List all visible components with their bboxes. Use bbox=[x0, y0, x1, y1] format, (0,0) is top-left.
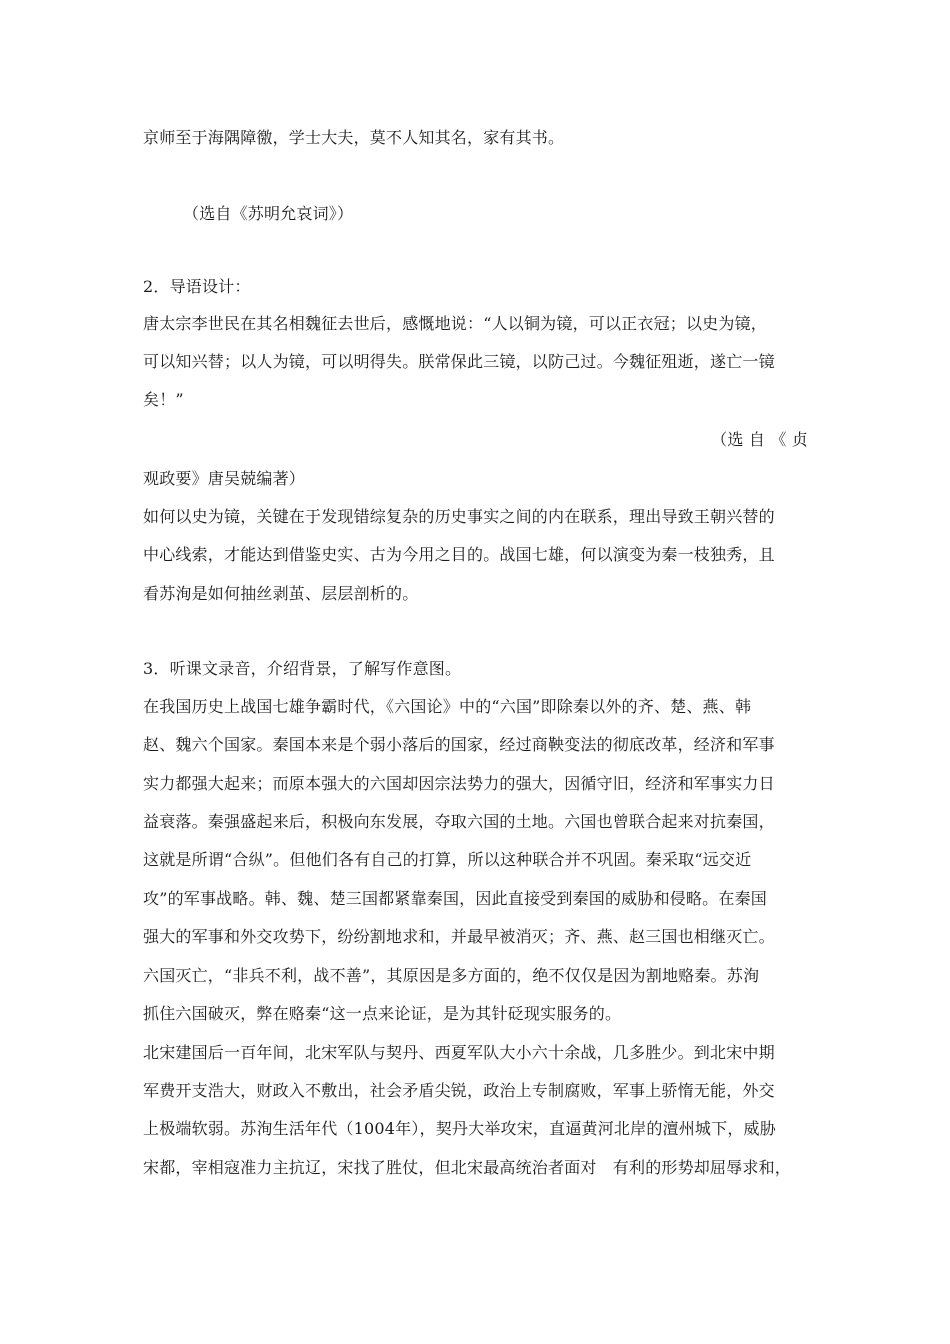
text-line: 矣！” bbox=[143, 390, 184, 409]
source-citation: （选 自 《 贞 bbox=[711, 430, 808, 449]
text-line: 赵、魏六个国家。秦国本来是个弱小落后的国家，经过商鞅变法的彻底改革，经济和军事 bbox=[143, 735, 775, 754]
source-citation: （选自《苏明允哀词》） bbox=[183, 204, 354, 223]
text-line: 看苏洵是如何抽丝剥茧、层层剖析的。 bbox=[143, 584, 419, 603]
text-line: 实力都强大起来；而原本强大的六国却因宗法势力的强大，因循守旧，经济和军事实力日 bbox=[143, 774, 775, 793]
text-line: 攻”的军事战略。韩、魏、楚三国都紧靠秦国，因此直接受到秦国的威胁和侵略。在秦国 bbox=[143, 889, 767, 908]
text-line: 如何以史为镜，关键在于发现错综复杂的历史事实之间的内在联系，理出导致王朝兴替的 bbox=[143, 507, 775, 526]
text-line: 上极端软弱。苏洵生活年代（1004年），契丹大举攻宋，直逼黄河北岸的澶州城下，威胁 bbox=[143, 1119, 776, 1138]
text-line: 益衰落。秦强盛起来后，积极向东发展，夺取六国的土地。六国也曾联合起来对抗秦国， bbox=[143, 812, 775, 831]
text-line: 可以知兴替；以人为镜，可以明得失。朕常保此三镜，以防己过。今魏征殂逝，遂亡一镜 bbox=[143, 352, 775, 371]
text-line: 六国灭亡，“非兵不利，战不善”，其原因是多方面的，绝不仅仅是因为割地赂秦。苏洵 bbox=[143, 966, 760, 985]
section-heading: 3．听课文录音，介绍背景，了解写作意图。 bbox=[143, 659, 462, 678]
text-line: 京师至于海隅障徼，学士大夫，莫不人知其名，家有其书。 bbox=[143, 128, 565, 147]
text-line: 北宋建国后一百年间，北宋军队与契丹、西夏军队大小六十余战，几多胜少。到北宋中期 bbox=[143, 1043, 775, 1062]
text-line: 唐太宗李世民在其名相魏征去世后，感慨地说：“人以铜为镜，可以正衣冠；以史为镜， bbox=[143, 314, 767, 333]
section-heading: 2．导语设计： bbox=[143, 277, 251, 296]
text-line: 宋都，宰相寇准力主抗辽，宋找了胜仗，但北宋最高统治者面对 有利的形势却屈辱求和， bbox=[143, 1158, 792, 1177]
text-line: 这就是所谓“合纵”。但他们各有自己的打算，所以这种联合并不巩固。秦采取“远交近 bbox=[143, 850, 752, 869]
text-line: 中心线索，才能达到借鉴史实、古为今用之目的。战国七雄，何以演变为秦一枝独秀，且 bbox=[143, 545, 775, 564]
text-line: 抓住六国破灭，弊在赂秦“这一点来论证，是为其针砭现实服务的。 bbox=[143, 1004, 622, 1023]
source-citation: 观政要》唐吴兢编著） bbox=[143, 469, 306, 488]
text-line: 军费开支浩大，财政入不敷出，社会矛盾尖锐，政治上专制腐败，军事上骄惰无能，外交 bbox=[143, 1081, 775, 1100]
text-line: 在我国历史上战国七雄争霸时代，《六国论》中的“六国”即除秦以外的齐、楚、燕、韩 bbox=[143, 697, 752, 716]
text-line: 强大的军事和外交攻势下，纷纷割地求和，并最早被消灭；齐、燕、赵三国也相继灭亡。 bbox=[143, 927, 775, 946]
